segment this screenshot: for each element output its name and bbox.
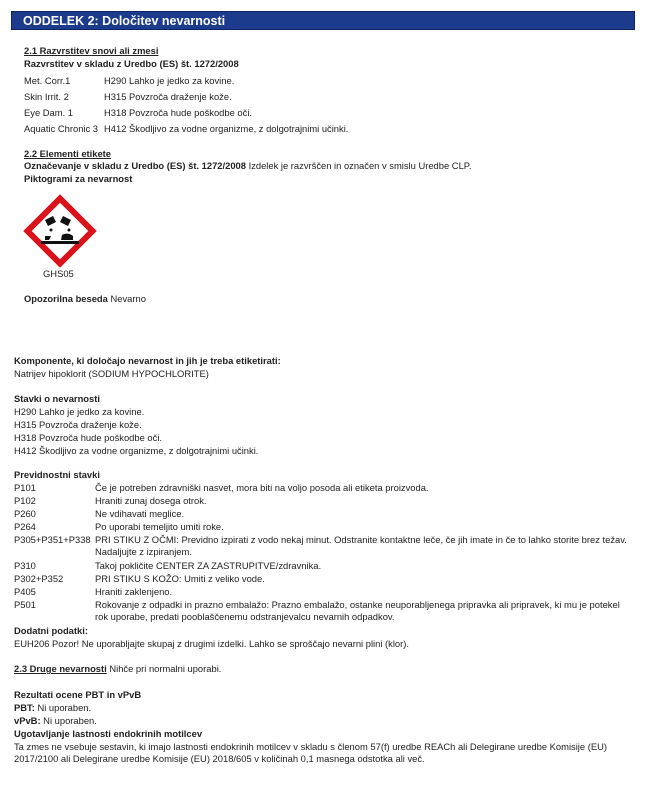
pbt-heading: Rezultati ocene PBT in vPvB	[14, 689, 142, 700]
precaution-code: P102	[14, 495, 36, 506]
components-value: Natrijev hipoklorit (SODIUM HYPOCHLORITE)	[14, 368, 209, 379]
hazard-class: Eye Dam. 1	[24, 107, 73, 118]
precautionary-heading: Previdnostni stavki	[14, 469, 100, 480]
precaution-text: PRI STIKU S KOŽO: Umiti z veliko vode.	[95, 573, 265, 584]
precaution-text: Ne vdihavati meglice.	[95, 508, 185, 519]
hazard-class: Skin Irrit. 2	[24, 91, 69, 102]
hazard-statement: H412 Škodljivo za vodne organizme, z dolgotrajnimi učinki.	[104, 123, 349, 134]
hazard-statements-heading: Stavki o nevarnosti	[14, 393, 100, 404]
classification-subheading: Razvrstitev v skladu z Uredbo (ES) št. 1272/2008	[24, 58, 239, 69]
pictograms-label: Piktogrami za nevarnost	[24, 173, 133, 184]
precaution-code: P264	[14, 521, 36, 532]
precaution-code: P310	[14, 560, 36, 571]
additional-info-heading: Dodatni podatki:	[14, 625, 88, 636]
hazard-class: Met. Corr.1	[24, 75, 71, 86]
labelling-line	[24, 160, 471, 172]
precaution-text: Po uporabi temeljito umiti roke.	[95, 521, 224, 532]
corrosion-pictogram-icon	[21, 192, 99, 270]
section-title: ODDELEK 2: Določitev nevarnosti	[23, 14, 226, 28]
endocrine-heading: Ugotavljanje lastnosti endokrinih motilcev	[14, 728, 203, 739]
components-heading: Komponente, ki določajo nevarnost in jih je treba etiketirati:	[14, 355, 281, 366]
precaution-code: P405	[14, 586, 36, 597]
hazard-statement: H315 Povzroča draženje kože.	[104, 91, 232, 102]
pbt-line	[14, 702, 91, 714]
hazard-statement-item: H290 Lahko je jedko za kovine.	[14, 406, 145, 417]
hazard-class: Aquatic Chronic 3	[24, 123, 98, 134]
precaution-text: Hraniti zunaj dosega otrok.	[95, 495, 207, 506]
additional-info-text: EUH206 Pozor! Ne uporabljajte skupaj z drugimi izdelki. Lahko se sproščajo nevarni plini (klor).	[14, 638, 409, 649]
precaution-code: P302+P352	[14, 573, 64, 584]
labelling-text: Izdelek je razvrščen in označen v smislu Uredbe CLP.	[245, 160, 472, 171]
precaution-text: Če je potreben zdravniški nasvet, mora biti na voljo posoda ali etiketa proizvoda.	[95, 482, 429, 493]
vpvb-line	[14, 715, 97, 727]
precaution-text: Hraniti zaklenjeno.	[95, 586, 173, 597]
pictogram-code: GHS05	[43, 268, 74, 279]
signal-word-label: Opozorilna beseda	[24, 293, 108, 304]
signal-word-value: Nevarno	[107, 293, 146, 304]
hazard-statement-item: H412 Škodljivo za vodne organizme, z dolgotrajnimi učinki.	[14, 445, 259, 456]
section-2-1-heading: 2.1 Razvrstitev snovi ali zmesi	[24, 45, 159, 56]
hazard-statement: H318 Povzroča hude poškodbe oči.	[104, 107, 253, 118]
hazard-statement-item: H315 Povzroča draženje kože.	[14, 419, 142, 430]
signal-word-line	[24, 293, 146, 305]
pbt-label: PBT:	[14, 702, 35, 713]
hazard-statement: H290 Lahko je jedko za kovine.	[104, 75, 235, 86]
endocrine-text: Ta zmes ne vsebuje sestavin, ki imajo lastnosti endokrinih motilcev v skladu s členom 57(f) uredbe REACh ali Delegirane uredbe Komisije (EU) 2017/2100 ali Delegirane uredbe Komisije (EU) 2018/605 v količinah 0,1 masnega odstotka ali več.	[14, 741, 607, 764]
precaution-text: Rokovanje z odpadki in prazno embalažo: Prazno embalažo, ostanke neuporabljenega pripravka ali pripravek, ki mu je potekel rok uporabe, predati pooblaščenemu odstranjevalcu nevarnih odpadkov.	[95, 599, 620, 622]
precaution-code: P305+P351+P338	[14, 534, 91, 545]
pbt-value: Ni uporaben.	[34, 702, 92, 713]
vpvb-value: Ni uporaben.	[40, 715, 97, 726]
section-header	[11, 11, 635, 30]
section-2-3-heading: 2.3 Druge nevarnosti	[14, 663, 107, 674]
precaution-text: Takoj pokličite CENTER ZA ZASTRUPITVE/zdravnika.	[95, 560, 322, 571]
precaution-code: P260	[14, 508, 36, 519]
precaution-code: P101	[14, 482, 36, 493]
section-2-3-text: Nihče pri normalni uporabi.	[106, 663, 222, 674]
vpvb-label: vPvB:	[14, 715, 41, 726]
precaution-code: P501	[14, 599, 36, 610]
precaution-text: PRI STIKU Z OČMI: Previdno izpirati z vodo nekaj minut. Odstranite kontaktne leče, če jih imate in če to lahko storite brez težav. Nadaljujte z izpiranjem.	[95, 534, 627, 557]
labelling-regulation: Označevanje v skladu z Uredbo (ES) št. 1272/2008	[24, 160, 246, 171]
section-2-3-line	[14, 663, 221, 675]
hazard-statement-item: H318 Povzroča hude poškodbe oči.	[14, 432, 163, 443]
section-2-2-heading: 2.2 Elementi etikete	[24, 148, 112, 159]
